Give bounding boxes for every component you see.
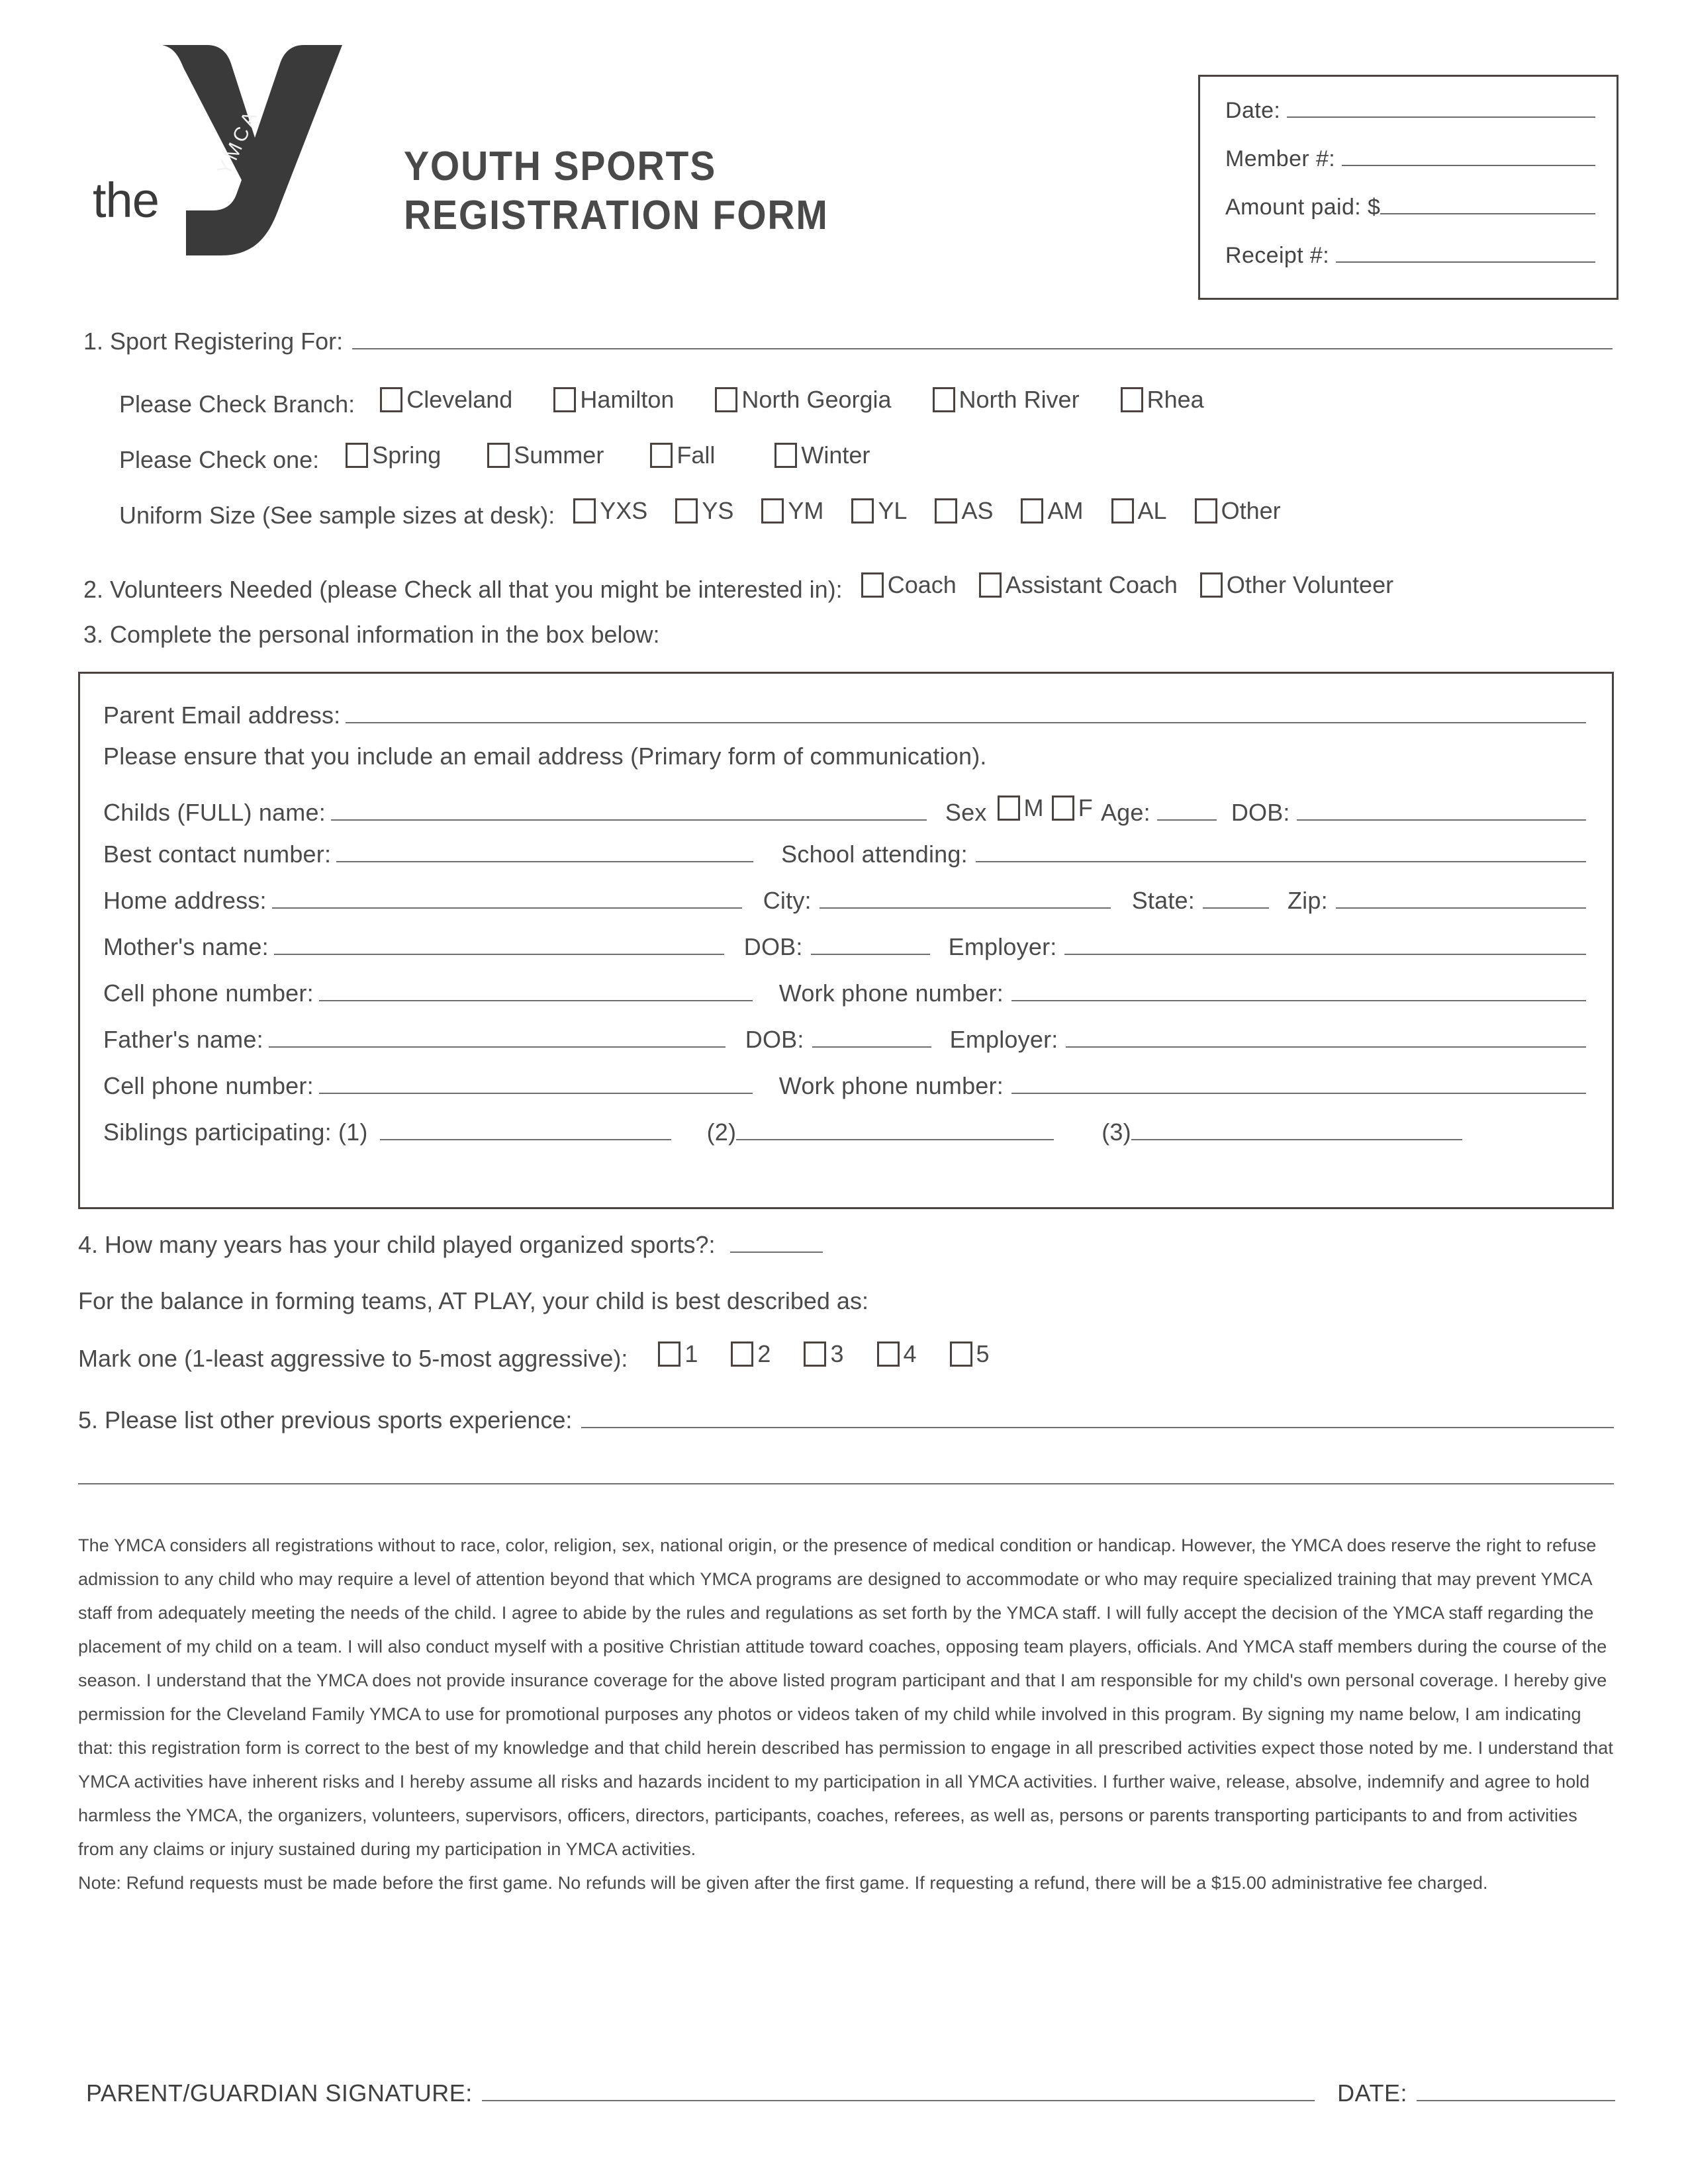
parent-email-input[interactable]	[346, 702, 1586, 723]
dob-label: DOB:	[1231, 799, 1290, 826]
title-line-1: YOUTH SPORTS	[404, 144, 717, 189]
branch-label: Please Check Branch:	[119, 390, 355, 418]
siblings-label: Siblings participating: (1)	[103, 1118, 368, 1146]
signature-row	[86, 2079, 1615, 2107]
years-played-row	[78, 1231, 823, 1259]
uniform-label-yl: YL	[878, 497, 908, 524]
zip-label: Zip:	[1287, 887, 1328, 914]
years-played-label: 4. How many years has your child played organized sports?:	[78, 1231, 716, 1258]
previous-experience-input-line1[interactable]	[581, 1426, 1614, 1428]
receipt-row	[1225, 242, 1617, 269]
mother-dob-label: DOB:	[743, 933, 803, 960]
checkbox-icon[interactable]	[658, 1342, 680, 1367]
previous-experience-row	[78, 1406, 1614, 1434]
logo-the-text: the	[93, 173, 159, 228]
checkbox-icon[interactable]	[933, 387, 955, 412]
branch-option-hamilton[interactable]	[553, 386, 674, 414]
checkbox-icon[interactable]	[573, 498, 596, 523]
aggressiveness-row	[78, 1340, 990, 1373]
logo-ymca-text: YMCA	[213, 105, 263, 179]
sex-label-m: M	[1023, 794, 1044, 821]
mother-cell-row	[103, 979, 1586, 1007]
uniform-label-other: Other	[1221, 497, 1281, 524]
previous-experience-input-line2[interactable]	[78, 1482, 1614, 1484]
branch-label-north-river: North River	[959, 386, 1080, 413]
parent-email-row	[103, 702, 1586, 729]
season-label-winter: Winter	[801, 441, 870, 469]
sex-option-female[interactable]	[1052, 794, 1093, 822]
father-name-label: Father's name:	[103, 1026, 263, 1053]
father-employer-label: Employer:	[949, 1026, 1058, 1053]
checkbox-icon[interactable]	[877, 1342, 900, 1367]
father-work-input[interactable]	[1011, 1073, 1586, 1094]
father-employer-input[interactable]	[1066, 1026, 1586, 1048]
age-label: Age:	[1100, 799, 1150, 826]
receipt-number-input[interactable]	[1336, 242, 1595, 263]
checkbox-icon[interactable]	[715, 387, 737, 412]
state-label: State:	[1131, 887, 1195, 914]
uniform-option-am[interactable]	[1021, 497, 1083, 525]
child-name-input[interactable]	[331, 799, 927, 821]
office-use-box	[1198, 75, 1618, 300]
home-address-row	[103, 887, 1586, 915]
uniform-label-am: AM	[1047, 497, 1084, 524]
volunteer-label-other-volunteer: Other Volunteer	[1226, 571, 1394, 598]
mother-dob-input[interactable]	[811, 934, 930, 955]
checkbox-icon[interactable]	[1052, 796, 1074, 821]
age-input[interactable]	[1157, 799, 1217, 821]
years-played-input[interactable]	[730, 1232, 823, 1253]
sibling-2-label: (2)	[706, 1118, 737, 1146]
date-input[interactable]	[1287, 97, 1595, 118]
father-cell-input[interactable]	[319, 1073, 753, 1094]
uniform-option-yxs[interactable]	[573, 497, 647, 525]
email-note: Please ensure that you include an email address (Primary form of communication).	[103, 743, 987, 770]
aggressiveness-option-1[interactable]	[658, 1340, 698, 1368]
zip-input[interactable]	[1336, 887, 1586, 909]
uniform-label-ym: YM	[788, 497, 824, 524]
sex-label: Sex	[945, 799, 987, 826]
signature-input[interactable]	[482, 2099, 1315, 2101]
aggressiveness-option-2[interactable]	[731, 1340, 771, 1368]
uniform-size-label: Uniform Size (See sample sizes at desk):	[119, 502, 555, 529]
registered-trademark-icon: ®	[295, 56, 308, 76]
state-input[interactable]	[1203, 887, 1269, 909]
uniform-label-ys: YS	[702, 497, 734, 524]
aggressiveness-label-2: 2	[757, 1340, 771, 1367]
volunteer-label-assistant-coach: Assistant Coach	[1005, 571, 1178, 598]
previous-experience-label: 5. Please list other previous sports experience:	[78, 1406, 573, 1433]
season-option-summer[interactable]	[487, 441, 604, 469]
checkbox-icon[interactable]	[804, 1342, 826, 1367]
sport-registering-input[interactable]	[352, 347, 1613, 349]
siblings-row	[103, 1118, 1586, 1146]
volunteers-row	[83, 571, 1393, 604]
child-name-row	[103, 794, 1586, 827]
page-title	[404, 142, 1132, 240]
best-contact-row	[103, 841, 1586, 868]
season-label-spring: Spring	[372, 441, 442, 469]
checkbox-icon[interactable]	[380, 387, 402, 412]
uniform-size-row	[119, 497, 1281, 529]
checkbox-icon[interactable]	[553, 387, 576, 412]
mother-cell-input[interactable]	[319, 980, 753, 1001]
balance-note: For the balance in forming teams, AT PLAY, your child is best described as:	[78, 1287, 868, 1314]
checkbox-icon[interactable]	[1111, 498, 1134, 523]
checkbox-icon[interactable]	[935, 498, 957, 523]
title-line-2: REGISTRATION FORM	[404, 193, 829, 238]
aggressiveness-label-5: 5	[976, 1340, 990, 1367]
mother-employer-label: Employer:	[948, 933, 1057, 960]
signature-label: PARENT/GUARDIAN SIGNATURE:	[86, 2079, 473, 2107]
receipt-number-label: Receipt #:	[1225, 243, 1330, 268]
uniform-label-as: AS	[961, 497, 994, 524]
sibling-3-input[interactable]	[1131, 1119, 1462, 1140]
sex-label-f: F	[1078, 794, 1093, 821]
uniform-option-other[interactable]	[1195, 497, 1281, 525]
checkbox-icon[interactable]	[487, 443, 510, 468]
aggressiveness-option-5[interactable]	[950, 1340, 990, 1368]
member-row	[1225, 145, 1617, 172]
checkbox-icon[interactable]	[979, 572, 1002, 598]
season-label-summer: Summer	[514, 441, 604, 469]
father-dob-input[interactable]	[812, 1026, 931, 1048]
uniform-option-as[interactable]	[935, 497, 993, 525]
season-option-winter[interactable]	[774, 441, 870, 469]
uniform-option-ys[interactable]	[675, 497, 733, 525]
branch-label-cleveland: Cleveland	[406, 386, 513, 413]
father-work-label: Work phone number:	[778, 1072, 1004, 1099]
branch-option-cleveland[interactable]	[380, 386, 512, 414]
sibling-3-label: (3)	[1102, 1118, 1131, 1146]
volunteer-option-assistant-coach[interactable]	[979, 571, 1178, 599]
mother-work-label: Work phone number:	[778, 979, 1004, 1007]
sibling-2-input[interactable]	[736, 1119, 1054, 1140]
checkbox-icon[interactable]	[761, 498, 784, 523]
season-label-fall: Fall	[677, 441, 716, 469]
checkbox-icon[interactable]	[861, 572, 884, 598]
sex-option-male[interactable]	[998, 794, 1044, 822]
volunteer-label-coach: Coach	[887, 571, 957, 598]
signature-date-input[interactable]	[1417, 2099, 1615, 2101]
checkbox-icon[interactable]	[998, 796, 1020, 821]
sport-registering-label: 1. Sport Registering For:	[83, 328, 344, 355]
checkbox-icon[interactable]	[731, 1342, 753, 1367]
school-attending-input[interactable]	[976, 841, 1586, 862]
branch-label-hamilton: Hamilton	[580, 386, 675, 413]
child-name-label: Childs (FULL) name:	[103, 799, 326, 826]
school-attending-label: School attending:	[781, 841, 968, 868]
mother-name-input[interactable]	[274, 934, 724, 955]
personal-information-box	[78, 672, 1614, 1209]
mother-name-label: Mother's name:	[103, 933, 269, 960]
legal-disclaimer	[78, 1529, 1614, 1900]
volunteer-option-other-volunteer[interactable]	[1200, 571, 1393, 599]
mother-name-row	[103, 933, 1586, 961]
branch-row	[119, 386, 1204, 418]
uniform-option-yl[interactable]	[851, 497, 907, 525]
ymca-y-mark-icon	[156, 40, 348, 258]
city-input[interactable]	[820, 887, 1111, 909]
father-name-input[interactable]	[269, 1026, 726, 1048]
personal-info-instruction: 3. Complete the personal information in the box below:	[83, 621, 660, 648]
branch-option-north-georgia[interactable]	[715, 386, 891, 414]
mother-cell-label: Cell phone number:	[103, 979, 314, 1007]
parent-email-label: Parent Email address:	[103, 702, 341, 729]
member-number-label: Member #:	[1225, 146, 1336, 171]
date-row	[1225, 97, 1617, 124]
father-dob-label: DOB:	[745, 1026, 804, 1053]
uniform-option-al[interactable]	[1111, 497, 1167, 525]
date-label: Date:	[1225, 98, 1281, 123]
home-address-label: Home address:	[103, 887, 267, 914]
member-number-input[interactable]	[1342, 145, 1595, 166]
uniform-option-ym[interactable]	[761, 497, 823, 525]
sibling-1-input[interactable]	[380, 1119, 671, 1140]
checkbox-icon[interactable]	[346, 443, 368, 468]
refund-note: Note: Refund requests must be made before the first game. No refunds will be given after the first game. If requesting a refund, there will be a $15.00 administrative fee charged.	[78, 1873, 1488, 1893]
aggressiveness-label-3: 3	[830, 1340, 844, 1367]
branch-option-rhea[interactable]	[1121, 386, 1204, 414]
best-contact-input[interactable]	[336, 841, 753, 862]
legal-paragraph: The YMCA considers all registrations without to race, color, religion, sex, national origin, or the presence of medical condition or handicap. However, the YMCA does reserve the right to refuse admission to any child who may require a level of attention beyond that which YMCA programs are designed to accommodate or who may require specialized training that may prevent YMCA staff from adequately meeting the needs of the child. I agree to abide by the rules and regulations as set forth by the YMCA staff. I will fully accept the decision of the YMCA staff regarding the placement of my child on a team. I will also conduct myself with a positive Christian attitude toward coaches, opposing team players, officials. And YMCA staff members during the course of the season. I understand that the YMCA does not provide insurance coverage for the above listed program participant and that I am responsible for my child's own personal coverage. I hereby give permission for the Cleveland Family YMCA to use for promotional purposes any photos or videos taken of my child while involved in this program. By signing my name below, I am indicating that: this registration form is correct to the best of my knowledge and that child herein described has permission to engage in all prescribed activities expect those noted by me. I understand that YMCA activities have inherent risks and I hereby assume all risks and hazards incident to my participation in all YMCA activities. I further waive, release, absolve, indemnify and agree to hold harmless the YMCA, the organizers, volunteers, supervisors, officers, directors, participants, coaches, referees, as well as, persons or parents transporting participants to and from activities from any claims or injury sustained during my participation in YMCA activities.	[78, 1535, 1613, 1859]
aggressiveness-label-4: 4	[903, 1340, 917, 1367]
volunteer-option-coach[interactable]	[861, 571, 957, 599]
uniform-label-yxs: YXS	[600, 497, 648, 524]
aggressiveness-label-1: 1	[684, 1340, 698, 1367]
checkbox-icon[interactable]	[675, 498, 698, 523]
mother-work-input[interactable]	[1011, 980, 1586, 1001]
form-header	[0, 0, 1688, 311]
mark-one-label: Mark one (1-least aggressive to 5-most aggressive):	[78, 1345, 628, 1372]
ymca-logo	[93, 40, 371, 258]
checkbox-icon[interactable]	[774, 443, 797, 468]
season-label: Please Check one:	[119, 446, 320, 473]
checkbox-icon[interactable]	[1121, 387, 1143, 412]
signature-date-label: DATE:	[1337, 2079, 1407, 2107]
city-label: City:	[763, 887, 812, 914]
mother-employer-input[interactable]	[1064, 934, 1586, 955]
aggressiveness-option-4[interactable]	[877, 1340, 917, 1368]
branch-option-north-river[interactable]	[933, 386, 1080, 414]
season-row	[119, 441, 870, 474]
child-dob-input[interactable]	[1297, 799, 1586, 821]
checkbox-icon[interactable]	[851, 498, 874, 523]
season-option-fall[interactable]	[650, 441, 715, 469]
branch-label-rhea: Rhea	[1147, 386, 1204, 413]
checkbox-icon[interactable]	[1021, 498, 1043, 523]
amount-row	[1225, 193, 1617, 220]
uniform-label-al: AL	[1137, 497, 1167, 524]
branch-label-north-georgia: North Georgia	[741, 386, 892, 413]
father-cell-label: Cell phone number:	[103, 1072, 314, 1099]
father-cell-row	[103, 1072, 1586, 1100]
aggressiveness-option-3[interactable]	[804, 1340, 843, 1368]
checkbox-icon[interactable]	[650, 443, 673, 468]
amount-paid-input[interactable]	[1380, 193, 1595, 214]
best-contact-label: Best contact number:	[103, 841, 332, 868]
amount-paid-label: Amount paid: $	[1225, 195, 1381, 220]
checkbox-icon[interactable]	[950, 1342, 972, 1367]
checkbox-icon[interactable]	[1200, 572, 1223, 598]
home-address-input[interactable]	[272, 887, 742, 909]
sport-registering-row	[83, 328, 1613, 355]
volunteers-label: 2. Volunteers Needed (please Check all that you might be interested in):	[83, 576, 843, 603]
father-name-row	[103, 1026, 1586, 1054]
checkbox-icon[interactable]	[1195, 498, 1217, 523]
season-option-spring[interactable]	[346, 441, 441, 469]
